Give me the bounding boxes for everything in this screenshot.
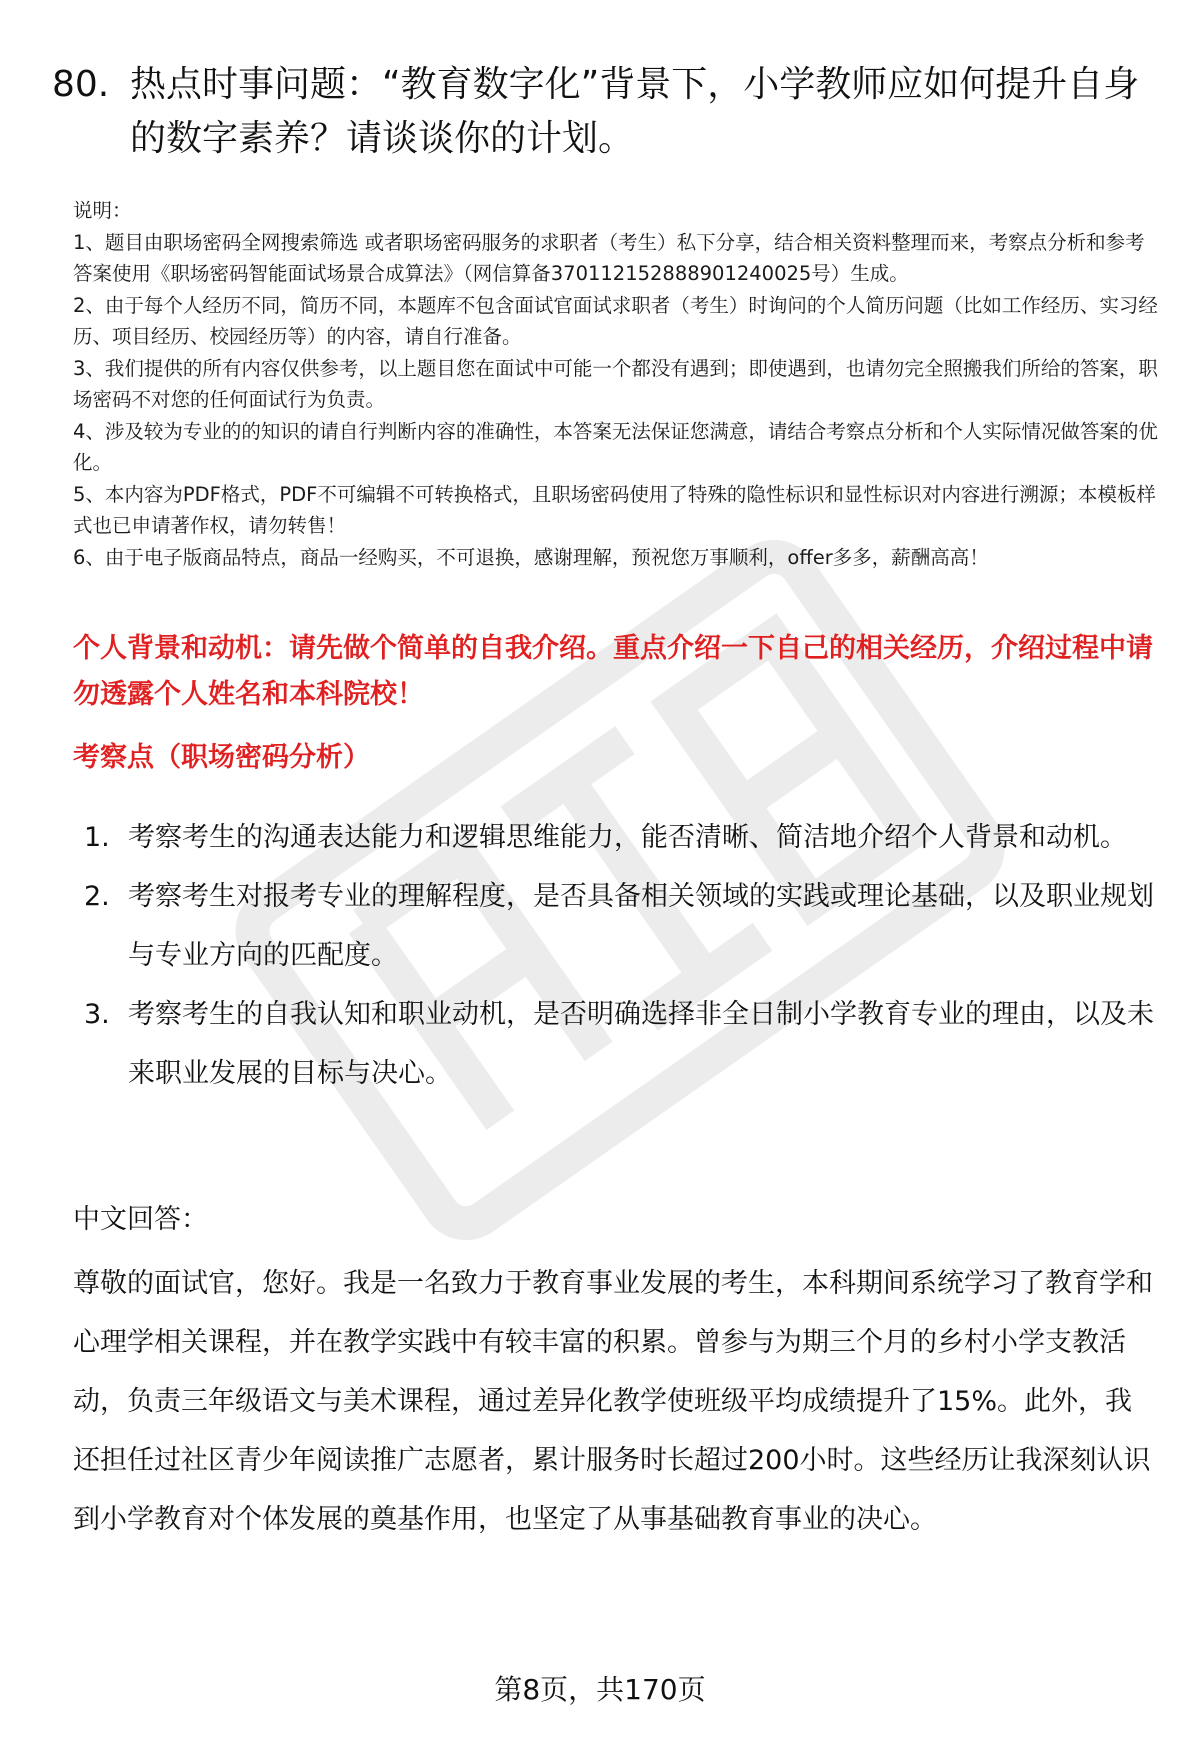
question-text: 热点时事问题：“教育数字化”背景下，小学教师应如何提升自身的数字素养？请谈谈你的计划。	[130, 64, 1140, 159]
analysis-item	[84, 867, 1154, 985]
analysis-item-index: 1.	[84, 822, 110, 853]
note-item: 5、本内容为PDF格式，PDF不可编辑不可转换格式，且职场密码使用了特殊的隐性标识和显性标识对内容进行溯源；本模板样式也已申请著作权，请勿转售！	[73, 482, 1156, 537]
analysis-item-index: 2.	[84, 881, 110, 912]
answer-body: 尊敬的面试官，您好。我是一名致力于教育事业发展的考生，本科期间系统学习了教育学和心理学相关课程，并在教学实践中有较丰富的积累。曾参与为期三个月的乡村小学支教活动，负责三年级语文与美术课程，通过差异化教学使班级平均成绩提升了15%。此外，我还担任过社区青少年阅读推广志愿者，累计服务时长超过200小时。这些经历让我深刻认识到小学教育对个体发展的奠基作用，也坚定了从事基础教育事业的决心。	[73, 1268, 1153, 1535]
analysis-item	[84, 985, 1154, 1103]
note-item: 2、由于每个人经历不同，简历不同，本题库不包含面试官面试求职者（考生）时询问的个人简历问题（比如工作经历、实习经历、项目经历、校园经历等）的内容，请自行准备。	[73, 293, 1158, 348]
analysis-list	[84, 808, 1154, 1103]
notes-section	[73, 195, 1158, 573]
analysis-heading: 考察点（职场密码分析）	[73, 742, 370, 773]
page-footer: 第8页，共170页	[494, 1673, 706, 1706]
analysis-item-text: 考察考生的沟通表达能力和逻辑思维能力，能否清晰、简洁地介绍个人背景和动机。	[128, 822, 1127, 853]
note-item: 1、题目由职场密码全网搜索筛选 或者职场密码服务的求职者（考生）私下分享，结合相关资料整理而来，考察点分析和参考答案使用《职场密码智能面试场景合成算法》（网信算备370112152888901240025号）生成。	[73, 230, 1145, 285]
analysis-item-text: 考察考生对报考专业的理解程度，是否具备相关领域的实践或理论基础，以及职业规划与专业方向的匹配度。	[128, 881, 1154, 971]
note-item: 6、由于电子版商品特点，商品一经购买，不可退换，感谢理解，预祝您万事顺利，offer多多，薪酬高高！	[73, 545, 989, 569]
analysis-item-text: 考察考生的自我认知和职业动机，是否明确选择非全日制小学教育专业的理由，以及未来职业发展的目标与决心。	[128, 999, 1154, 1089]
answer-label: 中文回答：	[73, 1204, 208, 1235]
background-heading: 个人背景和动机：请先做个简单的自我介绍。重点介绍一下自己的相关经历，介绍过程中请勿透露个人姓名和本科院校！	[73, 633, 1153, 710]
question-number: 80.	[52, 64, 110, 105]
question-title	[52, 58, 1152, 166]
note-item: 4、涉及较为专业的的知识的请自行判断内容的准确性，本答案无法保证您满意，请结合考察点分析和个人实际情况做答案的优化。	[73, 419, 1158, 474]
notes-label: 说明：	[73, 199, 132, 222]
analysis-item	[84, 808, 1154, 867]
analysis-item-index: 3.	[84, 999, 110, 1030]
note-item: 3、我们提供的所有内容仅供参考，以上题目您在面试中可能一个都没有遇到；即使遇到，也请勿完全照搬我们所给的答案，职场密码不对您的任何面试行为负责。	[73, 356, 1158, 411]
